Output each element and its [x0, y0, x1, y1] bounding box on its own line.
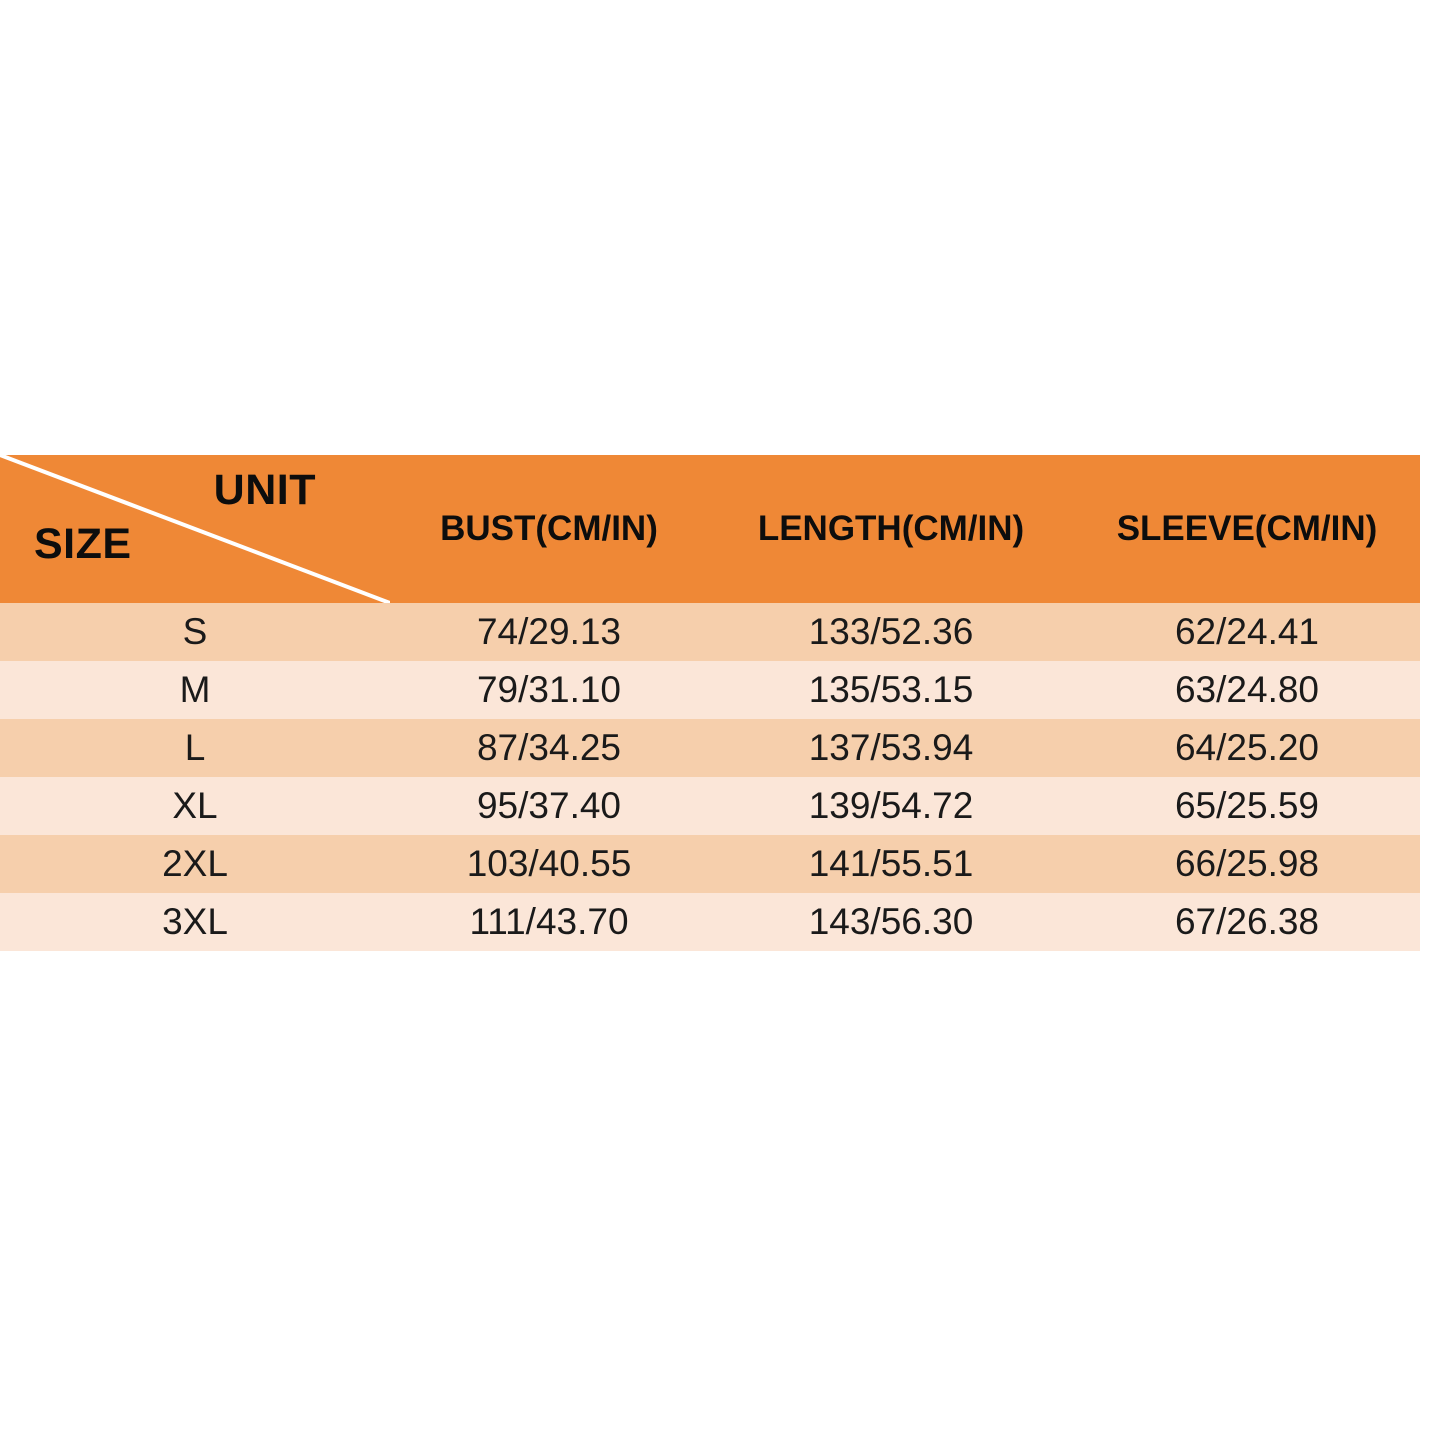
cell-bust: 87/34.25	[390, 719, 708, 777]
cell-sleeve: 67/26.38	[1074, 893, 1420, 951]
cell-length: 137/53.94	[708, 719, 1074, 777]
cell-length: 139/54.72	[708, 777, 1074, 835]
table-row	[0, 719, 1420, 777]
table-row	[0, 835, 1420, 893]
size-chart-container	[0, 455, 1420, 951]
cell-size: L	[0, 719, 390, 777]
cell-sleeve: 62/24.41	[1074, 603, 1420, 661]
cell-size: 2XL	[0, 835, 390, 893]
table-row	[0, 661, 1420, 719]
table-row	[0, 777, 1420, 835]
cell-bust: 74/29.13	[390, 603, 708, 661]
size-chart-table	[0, 455, 1420, 951]
cell-bust: 79/31.10	[390, 661, 708, 719]
table-row	[0, 893, 1420, 951]
column-header-bust: BUST(CM/IN)	[390, 455, 708, 603]
cell-bust: 95/37.40	[390, 777, 708, 835]
unit-header-label: UNIT	[213, 466, 316, 514]
column-header-sleeve: SLEEVE(CM/IN)	[1074, 455, 1420, 603]
cell-sleeve: 64/25.20	[1074, 719, 1420, 777]
table-corner-header	[0, 455, 390, 603]
cell-length: 141/55.51	[708, 835, 1074, 893]
cell-size: 3XL	[0, 893, 390, 951]
cell-size: XL	[0, 777, 390, 835]
cell-length: 135/53.15	[708, 661, 1074, 719]
size-header-label: SIZE	[34, 520, 132, 568]
cell-length: 143/56.30	[708, 893, 1074, 951]
table-row	[0, 603, 1420, 661]
cell-length: 133/52.36	[708, 603, 1074, 661]
cell-sleeve: 65/25.59	[1074, 777, 1420, 835]
column-header-length: LENGTH(CM/IN)	[708, 455, 1074, 603]
cell-bust: 111/43.70	[390, 893, 708, 951]
cell-size: S	[0, 603, 390, 661]
cell-sleeve: 63/24.80	[1074, 661, 1420, 719]
table-header-row	[0, 455, 1420, 603]
cell-bust: 103/40.55	[390, 835, 708, 893]
cell-size: M	[0, 661, 390, 719]
cell-sleeve: 66/25.98	[1074, 835, 1420, 893]
